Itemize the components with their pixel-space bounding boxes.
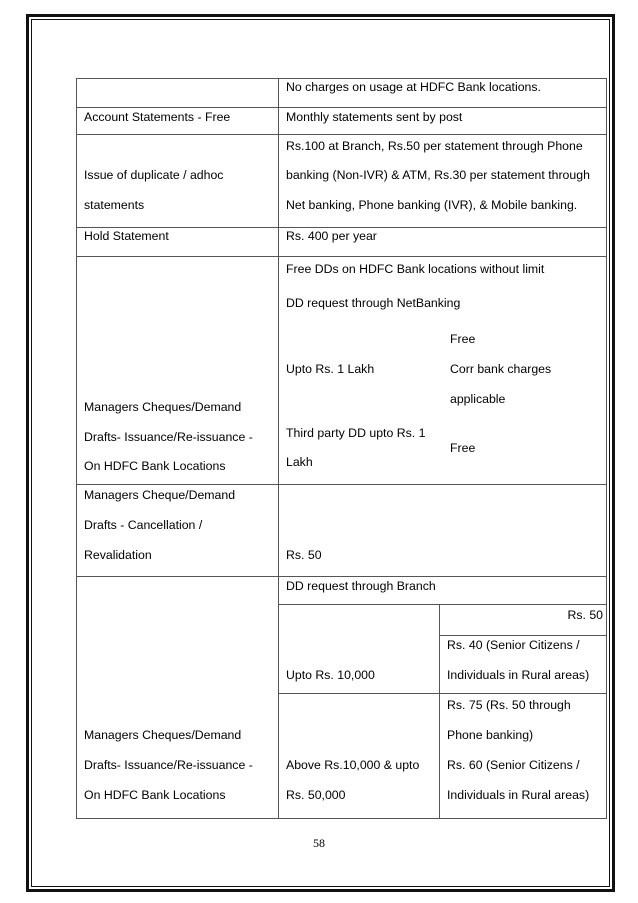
row4-description: Rs. 400 per year xyxy=(286,229,377,243)
row3-description-line: Net banking, Phone banking (IVR), & Mobile banking. xyxy=(286,198,578,212)
table-line xyxy=(606,78,607,818)
row7-slab2-value-line: Rs. 75 (Rs. 50 through xyxy=(447,698,571,712)
table-line xyxy=(439,604,440,818)
row7-slab1-label: Upto Rs. 10,000 xyxy=(286,668,375,682)
row5-slab1-value: Corr bank charges xyxy=(450,362,552,376)
row7-label-line: On HDFC Bank Locations xyxy=(84,788,226,802)
table-line xyxy=(76,78,607,79)
row3-description-line: Rs.100 at Branch, Rs.50 per statement through Phone xyxy=(286,139,583,153)
row5-slab2-value: Free xyxy=(450,441,476,455)
row7-label-line: Managers Cheques/Demand xyxy=(84,728,242,742)
table-line xyxy=(76,576,607,577)
row5-label-line: On HDFC Bank Locations xyxy=(84,459,226,473)
table-line xyxy=(76,107,607,108)
row5-slab1-label: Upto Rs. 1 Lakh xyxy=(286,362,375,376)
row7-slab2-value-line: Phone banking) xyxy=(447,728,534,742)
row5-slab2-label-line: Third party DD upto Rs. 1 xyxy=(286,426,426,440)
row6-description: Rs. 50 xyxy=(286,548,322,562)
row5-label-line: Managers Cheques/Demand xyxy=(84,400,242,414)
table-line xyxy=(76,484,607,485)
row7-slab2-label-line: Rs. 50,000 xyxy=(286,788,346,802)
table-line xyxy=(439,635,607,636)
row2-label: Account Statements - Free xyxy=(84,110,231,124)
row5-label-line: Drafts- Issuance/Re-issuance - xyxy=(84,430,253,444)
row5-slab1-value: Free xyxy=(450,332,476,346)
row2-description: Monthly statements sent by post xyxy=(286,110,463,124)
row7-slab1-value-line: Rs. 40 (Senior Citizens / xyxy=(447,638,580,652)
row3-description-line: banking (Non-IVR) & ATM, Rs.30 per statement through xyxy=(286,168,590,182)
row3-label-line: statements xyxy=(84,198,145,212)
row7-slab1-value: Rs. 50 xyxy=(567,608,603,622)
row7-slab2-value-line: Individuals in Rural areas) xyxy=(447,788,590,802)
row7-label-line: Drafts- Issuance/Re-issuance - xyxy=(84,758,253,772)
table-line xyxy=(76,227,607,228)
row5-line2: DD request through NetBanking xyxy=(286,296,461,310)
table-line xyxy=(278,604,607,605)
row6-label-line: Revalidation xyxy=(84,548,152,562)
row5-line1: Free DDs on HDFC Bank locations without limit xyxy=(286,262,545,276)
table-line xyxy=(278,78,279,818)
table-line xyxy=(76,78,77,818)
row7-header: DD request through Branch xyxy=(286,579,436,593)
row3-label-line: Issue of duplicate / adhoc xyxy=(84,168,224,182)
row7-slab1-value-line: Individuals in Rural areas) xyxy=(447,668,590,682)
row7-slab2-value-line: Rs. 60 (Senior Citizens / xyxy=(447,758,580,772)
table-line xyxy=(76,256,607,257)
row6-label-line: Drafts - Cancellation / xyxy=(84,518,203,532)
table-line xyxy=(76,818,607,819)
row5-slab1-value: applicable xyxy=(450,392,506,406)
row5-slab2-label-line: Lakh xyxy=(286,455,313,469)
row1-description: No charges on usage at HDFC Bank locations. xyxy=(286,80,541,94)
table-line xyxy=(76,134,607,135)
row7-slab2-label-line: Above Rs.10,000 & upto xyxy=(286,758,420,772)
table-line xyxy=(278,693,607,694)
row6-label-line: Managers Cheque/Demand xyxy=(84,488,236,502)
page-number: 58 xyxy=(313,836,325,850)
row4-label: Hold Statement xyxy=(84,229,169,243)
